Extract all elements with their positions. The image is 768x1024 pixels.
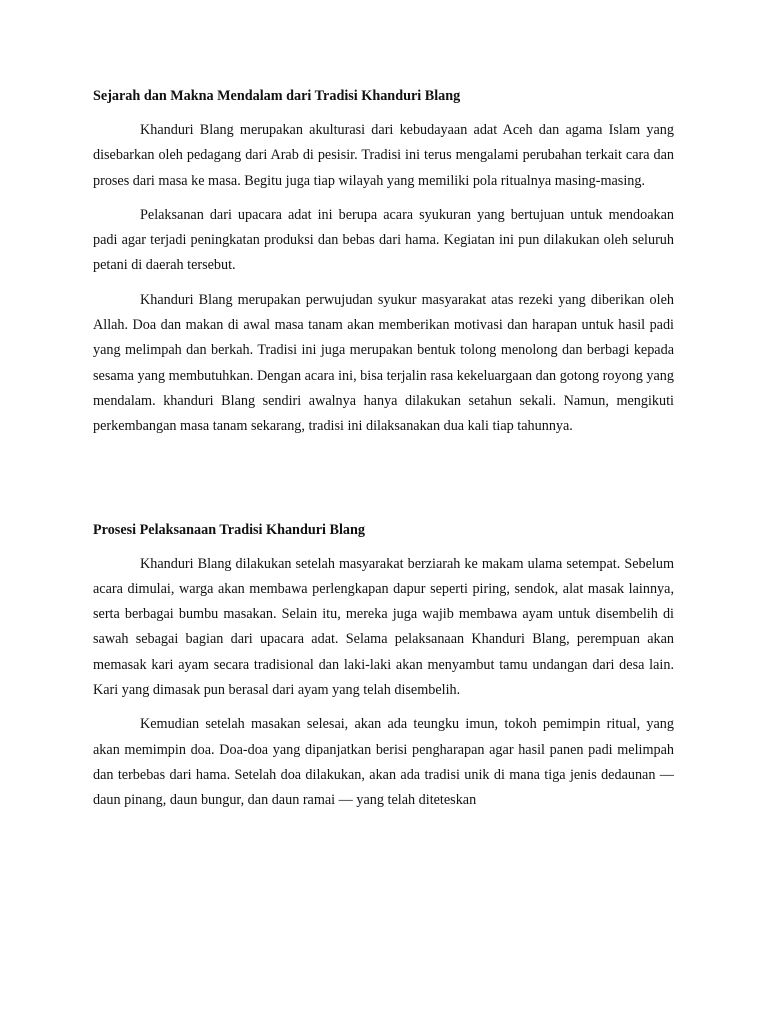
paragraph: Khanduri Blang dilakukan setelah masyarakat berziarah ke makam ulama setempat. Sebelum acara dimulai, warga akan membawa perlengkapan dapur seperti piring, sendok, alat masak lainnya, serta berbagai bumbu masakan. Selain itu, mereka juga wajib membawa ayam untuk disembelih di sawah sebagai bagian dari upacara adat. Selama pelaksanaan Khanduri Blang, perempuan akan memasak kari ayam secara tradisional dan laki-laki akan menyambut tamu undangan dari desa lain. Kari yang dimasak pun berasal dari ayam yang telah disembelih. [93, 555, 674, 699]
section-procession [93, 518, 674, 814]
paragraph: Khanduri Blang merupakan perwujudan syukur masyarakat atas rezeki yang diberikan oleh Allah. Doa dan makan di awal masa tanam akan memberikan motivasi dan harapan untuk hasil padi yang melimpah dan berkah. Tradisi ini juga merupakan bentuk tolong menolong dan berbagi kepada sesama yang membutuhkan. Dengan acara ini, bisa terjalin rasa kekeluargaan dan gotong royong yang mendalam. khanduri Blang sendiri awalnya hanya dilakukan setahun sekali. Namun, mengikuti perkembangan masa tanam sekarang, tradisi ini dilaksanakan dua kali tiap tahunnya. [93, 291, 674, 435]
paragraph: Khanduri Blang merupakan akulturasi dari kebudayaan adat Aceh dan agama Islam yang disebarkan oleh pedagang dari Arab di pesisir. Tradisi ini terus mengalami perubahan terkait cara dan proses dari masa ke masa. Begitu juga tiap wilayah yang memiliki pola ritualnya masing-masing. [93, 122, 674, 189]
paragraph: Pelaksanan dari upacara adat ini berupa acara syukuran yang bertujuan untuk mendoakan padi agar terjadi peningkatan produksi dan bebas dari hama. Kegiatan ini pun dilakukan oleh seluruh petani di daerah tersebut. [93, 206, 674, 274]
section-spacer [93, 449, 674, 518]
section-history [93, 84, 674, 440]
document-page [93, 84, 674, 823]
section-heading: Sejarah dan Makna Mendalam dari Tradisi Khanduri Blang [93, 88, 461, 104]
paragraph: Kemudian setelah masakan selesai, akan ada teungku imun, tokoh pemimpin ritual, yang akan memimpin doa. Doa-doa yang dipanjatkan berisi pengharapan agar hasil panen padi melimpah dan terbebas dari hama. Setelah doa dilakukan, akan ada tradisi unik di mana tiga jenis dedaunan — daun pinang, daun bungur, dan daun ramai — yang telah diteteskan [93, 716, 674, 809]
section-heading: Prosesi Pelaksanaan Tradisi Khanduri Blang [93, 521, 365, 538]
